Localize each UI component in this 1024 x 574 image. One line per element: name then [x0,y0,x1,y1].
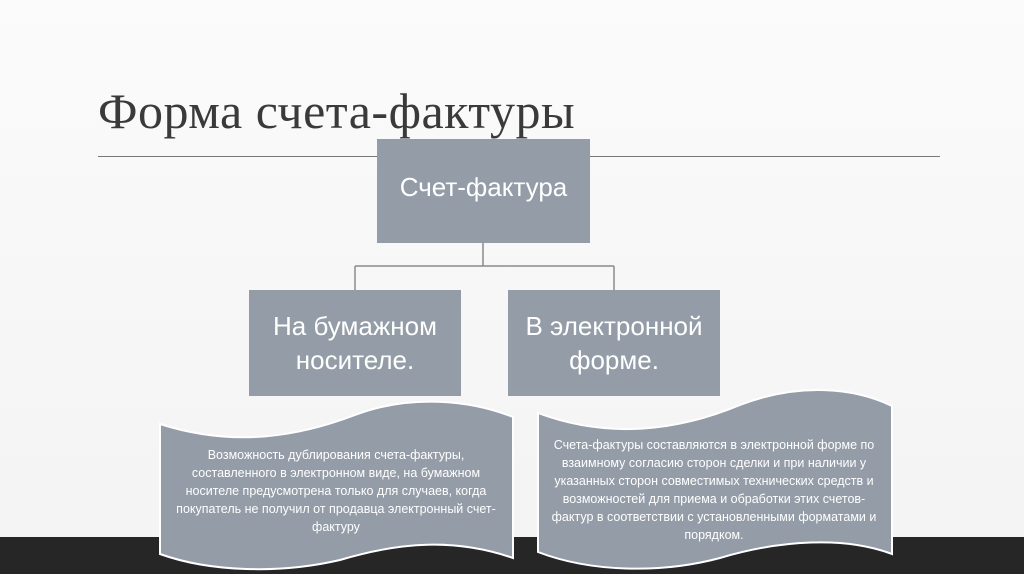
node-electronic-label: В электронной форме. [525,311,703,375]
note-electronic-text: Счета-фактуры составляются в электронной форме по взаимному согласию сторон сделки и при наличии у указанных сторон совместимых технических средств и возможностей для приема и обработки этих счетов-фактур в соответствии с установленными форматами и порядком. [551,438,877,542]
node-paper-label: На бумажном носителе. [273,311,437,375]
note-paper-text: Возможность дублирования счета-фактуры, составленного в электронном виде, на бумажном носителе предусмотрена только для случаев, когда покупатель не получил от продавца электронный счет-фактуру [176,448,496,534]
node-root-label: Счет-фактура [399,171,568,202]
slide-title: Форма счета-фактуры [98,83,576,139]
